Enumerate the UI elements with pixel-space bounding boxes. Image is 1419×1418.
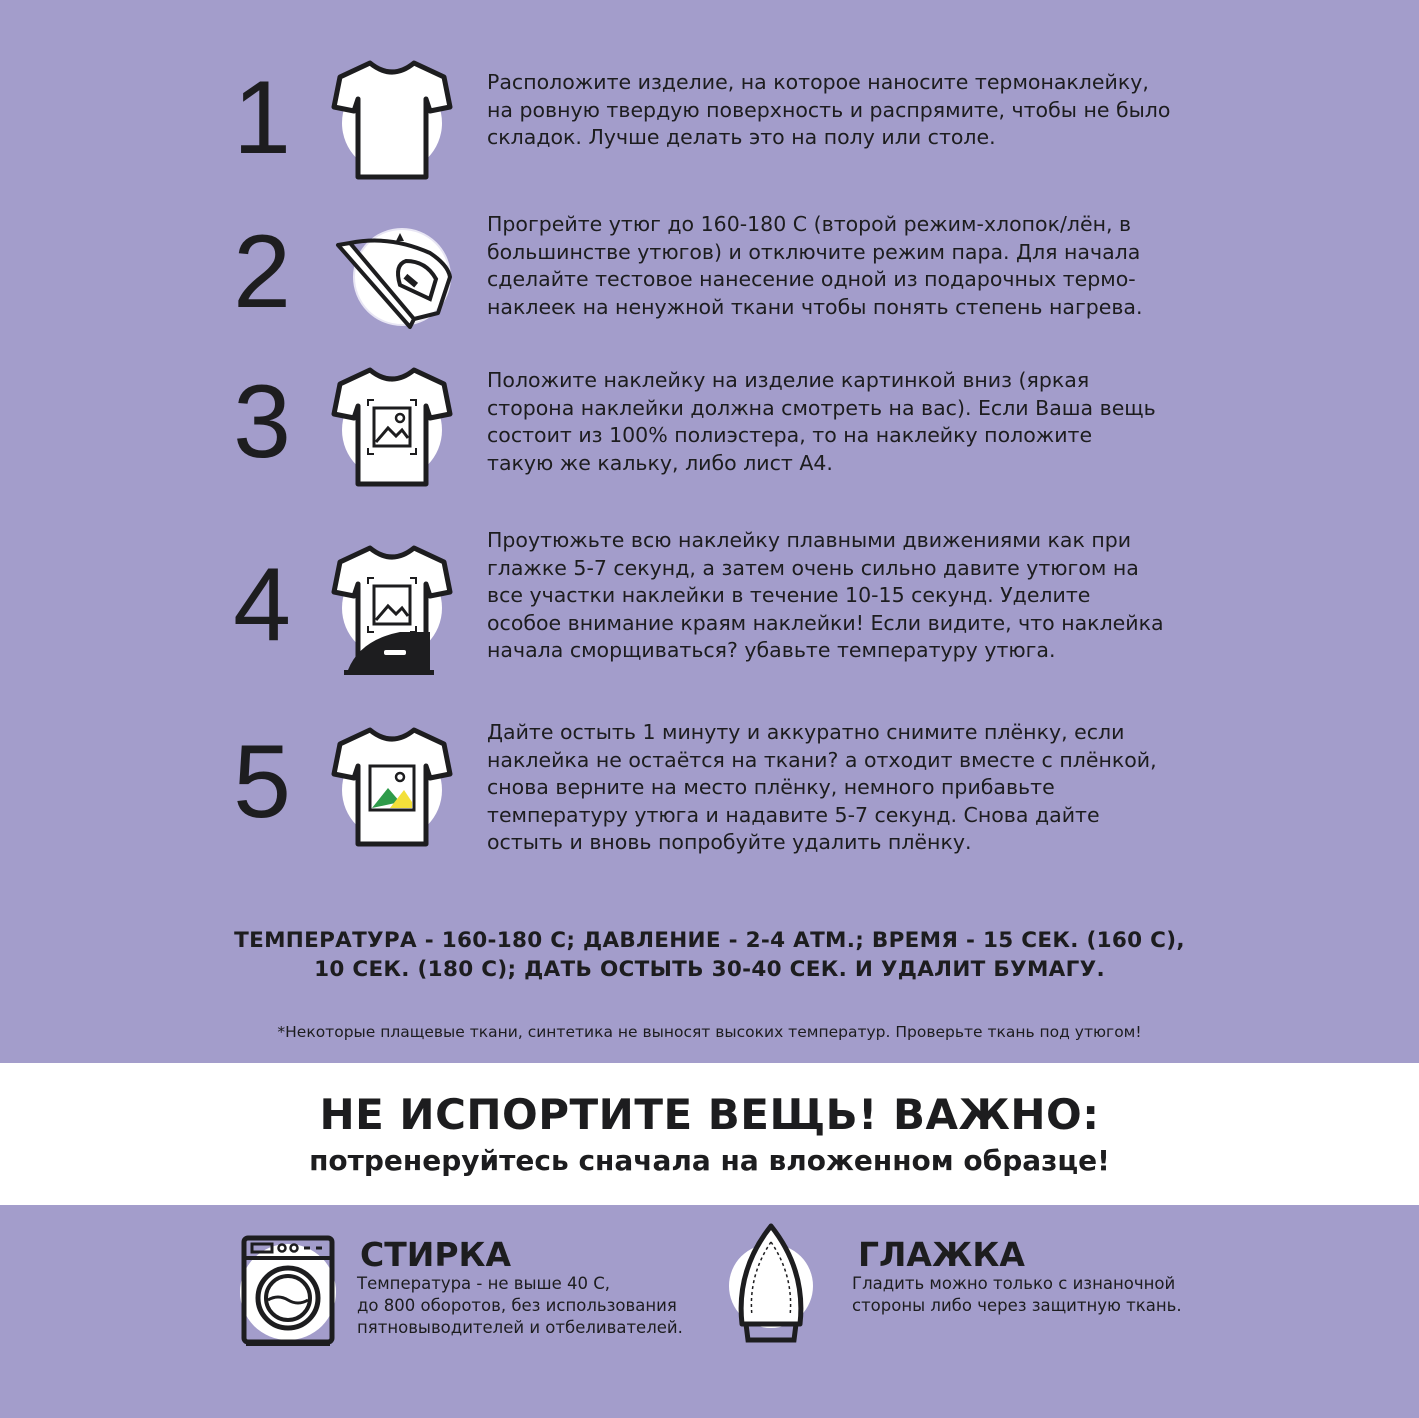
step-2-text: Прогрейте утюг до 160-180 С (второй режим-хлопок/лён, в большинстве утюгов) и отключите режим пара. Для начала сделайте тестовое нанесение одной из подарочных термо- наклеек на ненужной ткани чтобы понять степень нагрева. (487, 212, 1143, 319)
step-number-2: 2 (233, 214, 291, 330)
tshirt-color-image-icon (330, 722, 455, 852)
step-number-5: 5 (233, 724, 291, 840)
tshirt-with-image-icon (330, 362, 455, 492)
step-number-3: 3 (233, 364, 291, 480)
step-number-4: 4 (233, 547, 291, 663)
tshirt-ironing-icon (330, 540, 455, 678)
warning-subtitle: потренеруйтесь сначала на вложенном образце! (309, 1144, 1110, 1177)
iron-icon (330, 210, 455, 340)
ironing-title: ГЛАЖКА (858, 1235, 1025, 1274)
step-1-text: Расположите изделие, на которое наносите термонаклейку, на ровную твердую поверхность и распрямите, чтобы не было складок. Лучше делать это на полу или столе. (487, 70, 1171, 149)
warning-title: НЕ ИСПОРТИТЕ ВЕЩЬ! ВАЖНО: (319, 1090, 1100, 1139)
washing-machine-icon (236, 1232, 340, 1350)
step-number-1: 1 (233, 60, 291, 176)
ironing-text: Гладить можно только с изнаночной стороны либо через защитную ткань. (852, 1274, 1182, 1315)
step-3-text: Положите наклейку на изделие картинкой вниз (яркая сторона наклейки должна смотреть на вас). Если Ваша вещь состоит из 100% полиэстера, то на наклейку положите такую же кальку, либо лист А4. (487, 368, 1156, 475)
step-4-text: Проутюжьте всю наклейку плавными движениями как при глажке 5-7 секунд, а затем очень сильно давите утюгом на все участки наклейки в течение 10-15 секунд. Уделите особое внимание краям наклейки! Если видите, что наклейка начала сморщиваться? убавьте температуру утюга. (487, 528, 1164, 662)
washing-title: СТИРКА (360, 1235, 512, 1274)
warning-band (0, 1063, 1419, 1205)
tshirt-icon (330, 55, 455, 185)
parameters-summary: ТЕМПЕРАТУРА - 160-180 С; ДАВЛЕНИЕ - 2-4 АТМ.; ВРЕМЯ - 15 СЕК. (160 С), 10 СЕК. (180 С); ДАТЬ ОСТЫТЬ 30-40 СЕК. И УДАЛИТ БУМАГУ. (234, 928, 1185, 982)
footnote: *Некоторые плащевые ткани, синтетика не выносят высоких температур. Проверьте ткань под утюгом! (277, 1023, 1142, 1041)
step-5-text: Дайте остыть 1 минуту и аккуратно снимите плёнку, если наклейка не остаётся на ткани? а отходит вместе с плёнкой, снова верните на место плёнку, немного прибавьте температуру утюга и надавите 5-7 секунд. Снова дайте остыть и вновь попробуйте удалить плёнку. (487, 720, 1157, 854)
washing-text: Температура - не выше 40 С, до 800 оборотов, без использования пятновыводителей и отбеливателей. (357, 1274, 683, 1337)
iron-icon (726, 1220, 816, 1348)
